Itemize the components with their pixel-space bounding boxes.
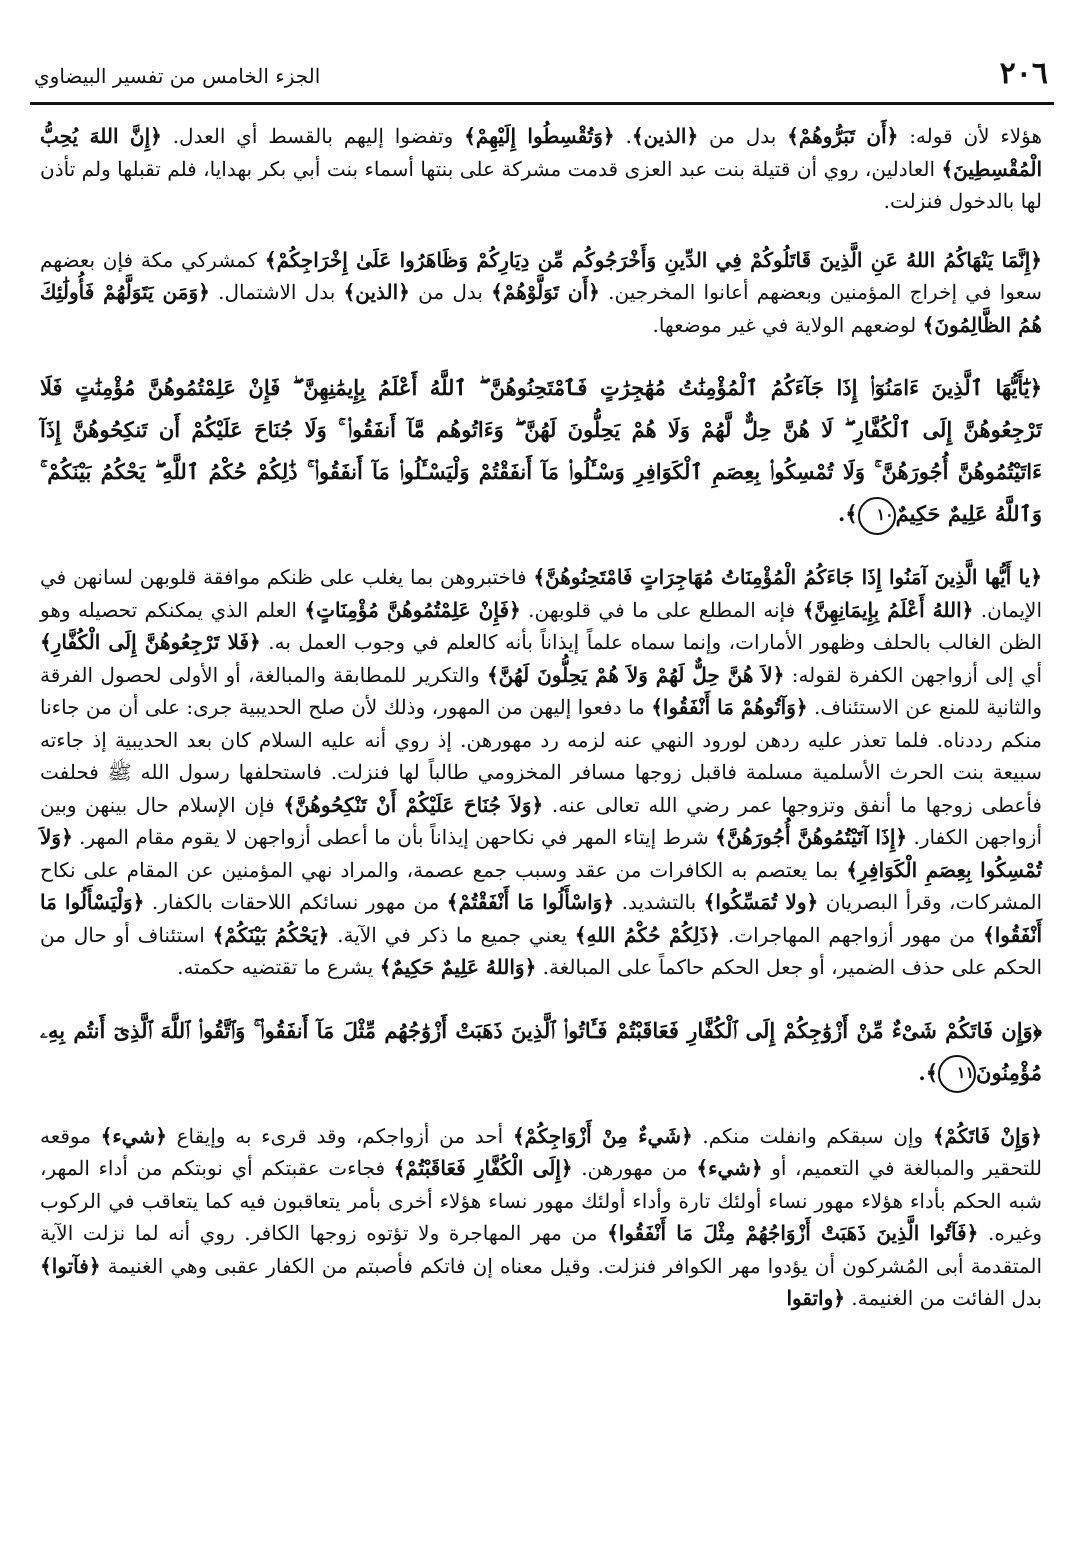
commentary-text: فإن الإسلام حال بينهن وبين أزواجهن الكفار. (40, 792, 1042, 849)
quran-quote: ﴿وَاللهُ عَلِيمٌ حَكِيمٌ﴾ (379, 955, 537, 979)
quran-quote: ﴿وَلْيَسْأَلُوا مَا أَنْفَقُوا﴾ (40, 890, 1042, 947)
quran-quote: ﴿ذَلِكُمْ حُكْمُ اللهِ﴾ (574, 922, 721, 947)
quran-quote: ﴿فآتوا﴾ (40, 1253, 101, 1278)
ayah-number-mark: ١١ (938, 1055, 976, 1093)
commentary-text: استئناف أو حال من الحكم على حذف الضمير، أو جعل الحكم حاكماً على المبالغة. (40, 922, 1042, 979)
quran-quote: ﴿إِنَّ اللهَ يُحِبُّ الْمُقْسِطِينَ﴾ (40, 124, 1042, 181)
page-header (30, 52, 1054, 105)
commentary-text: لوضعهم الولاية في غير موضعها. (652, 312, 923, 337)
page-body (40, 120, 1042, 1315)
quran-quote: ﴿وَإِن فَاتَكُمْ شَىْءٌ مِّنْ أَزْوَٰجِكُمْ إِلَى ٱلْكُفَّارِ فَعَاقَبْتُمْ فَـَٔاتُوا۟ ٱلَّذِينَ ذَهَبَتْ أَزْوَٰجُهُم مِّثْلَ مَآ أَنفَقُوا۟ ۚ وَٱتَّقُوا۟ ٱللَّهَ ٱلَّذِىٓ أَنتُم بِهِۦ مُؤْمِنُونَ (40, 1017, 1042, 1085)
commentary-text: شرط إيتاء المهر في نكاحهن إيذاناً بأن ما أعطى أزواجهن لا يقوم مقام المهر. (72, 825, 716, 849)
quran-quote: ﴿إِذَا آتَيْتُمُوهُنَّ أُجُورَهُنَّ﴾ (715, 825, 908, 849)
commentary-text: كمشركي مكة فإن بعضهم سعوا في إخراج المؤمنين وبعضهم أعانوا المخرجين. (40, 247, 1043, 304)
quran-quote: ﴿أَن تَوَلَّوْهُمْ﴾ (491, 280, 600, 304)
quran-quote: ﴿شيء﴾ (696, 1156, 763, 1180)
quran-quote: ﴿يَحْكُمُ بَيْنَكُمْ﴾ (212, 922, 330, 947)
commentary-text: يشرع ما تقتضيه حكمته. (177, 955, 380, 979)
commentary-text: بدل من (698, 124, 788, 148)
commentary-paragraph (40, 244, 1042, 342)
quran-quote: ﴿شيء﴾ (100, 1123, 167, 1148)
quran-quote: ﴿إِلَى الْكُفَّارِ فَعَاقَبْتُمْ﴾ (393, 1156, 573, 1180)
commentary-text: العادلين، روي أن قتيلة بنت عبد العزى قدمت مشركة على بنتها أسماء بنت أبي بكر بهدايا، فلم تقبلها ولم تأذن لها بالدخول فنزلت. (40, 156, 1042, 213)
commentary-text: العلم الذي يمكنكم تحصيله وهو الظن الغالب بالحلف وظهور الأمارات، وإنما سماه علماً إيذاناً بأنه كالعلم في وجوب العمل به. (40, 597, 1043, 654)
commentary-text: وتفضوا إليهم بالقسط أي العدل. (161, 124, 465, 148)
running-title: الجزء الخامس من تفسير البيضاوي (34, 64, 321, 88)
commentary-text: من مهر المهاجرة ولا تؤتوه زوجها الكافر. روي أنه لما نزلت الآية المتقدمة أبى المُشركون أن يؤدوا مهر الكوافر فنزلت. وقيل معناه إن فاتكم فأصبتم من الكفار عقبى وهي الغنيمة (40, 1221, 1042, 1278)
quran-quote: ﴿فَإِنْ عَلِمْتُمُوهُنَّ مُؤْمِنَاتٍ﴾ (304, 597, 521, 622)
quran-quote: ﴿يَٰٓأَيُّهَا ٱلَّذِينَ ءَامَنُوٓا۟ إِذَا جَآءَكُمُ ٱلْمُؤْمِنَٰتُ مُهَٰجِرَٰتٍ فَٱمْتَحِنُوهُنَّ ۖ ٱللَّهُ أَعْلَمُ بِإِيمَٰنِهِنَّ ۖ فَإِنْ عَلِمْتُمُوهُنَّ مُؤْمِنَٰتٍ فَلَا تَرْجِعُوهُنَّ إِلَى ٱلْكُفَّارِ ۖ لَا هُنَّ حِلٌّ لَّهُمْ وَلَا هُمْ يَحِلُّونَ لَهُنَّ ۖ وَءَاتُوهُم مَّآ أَنفَقُوا۟ ۚ وَلَا جُنَاحَ عَلَيْكُمْ أَن تَنكِحُوهُنَّ إِذَآ ءَاتَيْتُمُوهُنَّ أُجُورَهُنَّ ۚ وَلَا تُمْسِكُوا۟ بِعِصَمِ ٱلْكَوَافِرِ وَسْـَٔلُوا۟ مَآ أَنفَقْتُمْ وَلْيَسْـَٔلُوا۟ مَآ أَنفَقُوا۟ ۚ ذَٰلِكُمْ حُكْمُ ٱللَّهِ ۖ يَحْكُمُ بَيْنَكُمْ ۚ وَٱللَّهُ عَلِيمٌ حَكِيمٌ (40, 375, 1042, 526)
quran-quote: ﴿اللهُ أَعْلَمُ بِإِيمَانِهِنَّ﴾ (802, 597, 974, 622)
commentary-text: فإنه المطلع على ما في قلوبهن. (520, 597, 803, 622)
commentary-text: بدل الاشتمال. (209, 280, 344, 304)
quran-quote: ﴿الذين﴾ (631, 124, 699, 148)
quran-quote: ﴾. (838, 501, 858, 526)
quran-quote: ﴿فَلا تَرْجِعُوهُنَّ إِلَى الْكُفَّارِ﴾ (40, 630, 261, 654)
quran-quote: ﴿وَلاَ تُمْسِكُوا بِعِصَمِ الْكَوَافِرِ﴾ (40, 825, 1042, 882)
quran-verse-block (40, 367, 1042, 535)
quran-quote: ﴾. (918, 1059, 939, 1085)
page-number: ٢٠٦ (999, 56, 1048, 91)
commentary-text: أي إلى أزواجهن الكفرة لقوله: (784, 662, 1042, 687)
commentary-text: بدل من (409, 280, 492, 304)
commentary-text: بدل الفائت من الغنيمة. (844, 1286, 1042, 1310)
commentary-text: هؤلاء لأن قوله: (898, 124, 1043, 148)
quran-quote: ﴿واتقوا (786, 1286, 845, 1310)
quran-quote: ﴿إِنَّمَا يَنْهَاكُمُ اللهُ عَنِ الَّذِينَ قَاتَلُوكُمْ فِي الدِّينِ وَأَخْرَجُوكُم مِّن دِيَارِكُمْ وَظَاهَرُوا عَلَىٰ إِخْرَاجِكُمْ﴾ (264, 247, 1042, 272)
quran-quote: ﴿الذين﴾ (343, 280, 410, 304)
commentary-text: والتكرير للمطابقة والمبالغة، أو الأولى لحصول الفرقة والثانية للمنع عن الاستئناف. (40, 662, 1042, 719)
commentary-text: أحد من أزواجكم، وقد قرىء به وإيقاع (166, 1123, 513, 1148)
quran-quote: ﴿وَاسْأَلُوا مَا أَنْفَقْتُمْ﴾ (446, 890, 615, 914)
commentary-text: من مهورهن. (572, 1156, 697, 1180)
commentary-text: فاختبروهن بما يغلب على ظنكم موافقة قلوبهن لسانهن في الإيمان. (40, 565, 1042, 622)
commentary-text: وإن سبقكم وانفلت منكم. (692, 1123, 933, 1148)
quran-quote: ﴿لاَ هُنَّ حِلٌّ لَهُمْ وَلاَ هُمْ يَحِلُّونَ لَهُنَّ﴾ (486, 662, 785, 687)
commentary-paragraph (40, 120, 1042, 218)
quran-quote: ﴿وَلاَ جُنَاحَ عَلَيْكُمْ أَنْ تَنْكِحُوهُنَّ﴾ (283, 792, 544, 817)
commentary-text: يعني جميع ما ذكر في الآية. (329, 922, 575, 947)
quran-quote: ﴿وَمَن يَتَوَلَّهُمْ فَأُولَٰئِكَ هُمُ الظَّالِمُونَ﴾ (40, 280, 1042, 337)
commentary-text: موقعه للتحقير والمبالغة في التعميم، أو (40, 1123, 1042, 1180)
quran-quote: ﴿وَآتُوهُمْ مَا أَنْفَقُوا﴾ (651, 695, 808, 719)
ayah-number-mark: ١٠ (858, 497, 896, 535)
commentary-text: ما دفعوا إليهن من المهور، وذلك لأن صلح الحديبية جرى: على أن من جاءنا منكم رددناه. فلما تعذر عليه ردهن لورود النهي عنه لزمه رد مهورهن. إذ روي أنه عليه السلام كان بعد الحديبية إذ جاءته سبيعة بنت الحرث الأسلمية مسلمة فاقبل زوجها مسافر المخزومي طالباً لها فنزلت. فاستحلفها رسول الله ﷺ فحلفت فأعطى زوجها ما أنفق وتزوجها عمر رضي الله تعالى عنه. (40, 695, 1042, 817)
quran-quote: ﴿وَتُقْسِطُوا إِلَيْهِمْ﴾ (464, 124, 615, 148)
commentary-text: فجاءت عقبتكم أي نوبتكم من أداء المهر، شبه الحكم بأداء هؤلاء مهور نساء أولئك تارة وأداء أولئك مهور نساء هؤلاء أخرى بأمر يتعاقبون فيه كما يتعاقب في الركوب وغيره. (40, 1156, 1042, 1245)
commentary-text: بما يعتصم به الكافرات من عقد وسبب جمع عصمة، والمراد نهي المؤمنين عن المقام على نكاح المشركات، وقرأ البصريان (40, 857, 1042, 914)
quran-quote: ﴿فَآتُوا الَّذِينَ ذَهَبَتْ أَزْوَاجُهُمْ مِثْلَ مَا أَنْفَقُوا﴾ (607, 1221, 979, 1245)
quran-quote: ﴿شَيءٌ مِنْ أَزْوَاجِكُمْ﴾ (512, 1123, 693, 1148)
commentary-text: بالتشديد. (614, 890, 704, 914)
quran-verse-block (40, 1010, 1042, 1094)
commentary-paragraph (40, 1120, 1042, 1315)
quran-quote: ﴿يا أَيُّها الَّذِينَ آمَنُوا إِذَا جَاءَكُمُ الْمُؤْمِنَاتُ مُهَاجِرَاتٍ فَامْتَحِنُوهُنَّ﴾ (533, 565, 1042, 589)
commentary-text: . (614, 124, 632, 148)
quran-quote: ﴿أَن تَبَرُّوهُمْ﴾ (787, 124, 899, 148)
commentary-paragraph (40, 561, 1042, 984)
quran-quote: ﴿ولا تُمَسِّكُوا﴾ (703, 890, 819, 914)
commentary-text: من مهور نسائكم اللاحقات بالكفار. (144, 890, 447, 914)
commentary-text: من مهور أزواجهم المهاجرات. (720, 922, 984, 947)
quran-quote: ﴿وَإِنْ فَاتَكُمْ﴾ (932, 1123, 1043, 1148)
